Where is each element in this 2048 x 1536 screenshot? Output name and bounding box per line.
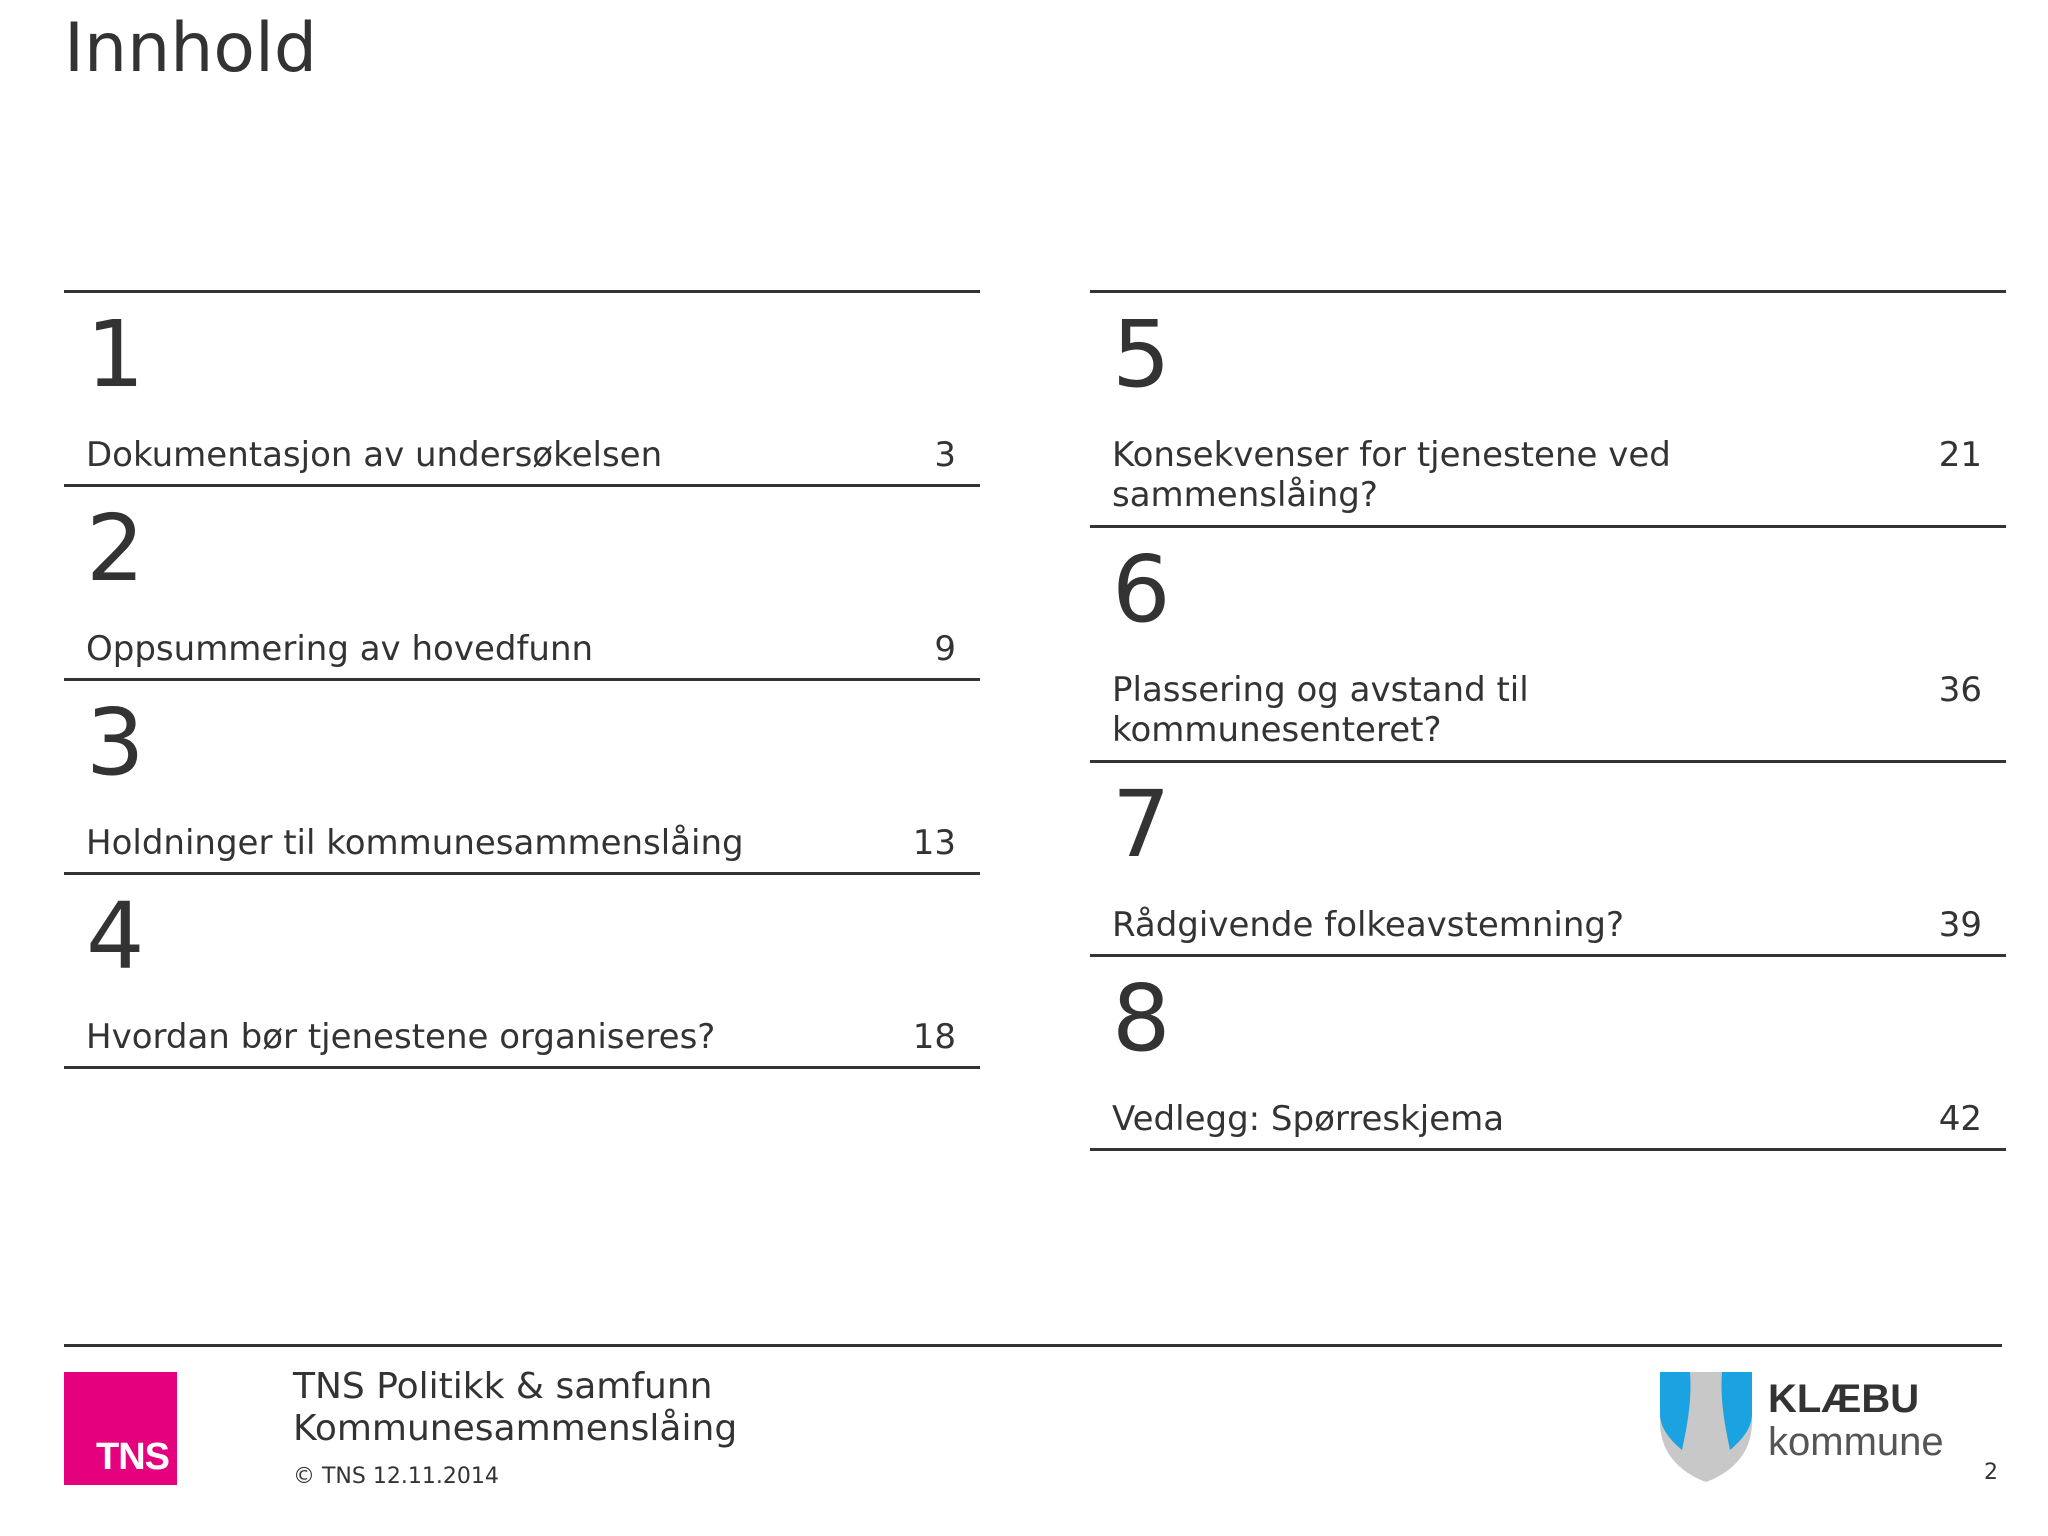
toc-section-title: Hvordan bør tjenestene organiseres? [86,1017,716,1057]
toc-section-title: Konsekvenser for tjenestene ved sammenslåing? [1112,435,1671,515]
toc-section-number: 3 [86,689,145,796]
toc-section-title: Dokumentasjon av undersøkelsen [86,435,663,475]
toc-section-number: 8 [1112,965,1171,1072]
toc-page-number: 3 [934,435,956,475]
toc-entry-1[interactable] [64,290,980,484]
toc-section-title: Vedlegg: Spørreskjema [1112,1099,1505,1139]
page-number: 2 [1984,1460,1998,1485]
toc-column-left [64,290,980,1069]
toc-section-number: 6 [1112,536,1171,643]
toc-entry-3[interactable] [64,678,980,872]
toc-row [1112,670,1982,750]
toc-column-right [1090,290,2006,1151]
toc-row [1112,435,1982,515]
footer-org: TNS Politikk & samfunn [293,1366,713,1407]
toc-row [1112,905,1982,945]
toc-entry-4[interactable] [64,872,980,1069]
footer-info [293,1366,737,1489]
footer-copyright: © TNS 12.11.2014 [293,1464,499,1489]
footer-divider [64,1344,2002,1347]
toc-section-number: 2 [86,495,145,602]
toc-page-number: 36 [1938,670,1982,710]
toc-page-number: 39 [1938,905,1982,945]
klaebu-shield-icon [1656,1370,1756,1484]
toc-row [1112,1099,1982,1139]
tns-logo [64,1372,177,1485]
toc-section-title: Rådgivende folkeavstemning? [1112,905,1625,945]
toc-section-title: Oppsummering av hovedfunn [86,629,594,669]
toc-page-number: 13 [912,823,956,863]
toc-section-number: 7 [1112,771,1171,878]
toc-section-number: 4 [86,883,145,990]
toc-entry-8[interactable] [1090,954,2006,1151]
kommune-subtitle: kommune [1768,1420,1944,1464]
toc-page-number: 42 [1938,1099,1982,1139]
toc-entry-7[interactable] [1090,760,2006,954]
tns-logo-text: TNS [96,1436,169,1478]
toc-section-number: 1 [86,301,145,408]
kommune-name: KLÆBU [1768,1377,1920,1421]
toc-section-number: 5 [1112,301,1171,408]
toc-section-title: Holdninger til kommunesammenslåing [86,823,744,863]
page-title: Innhold [64,9,318,88]
footer-project: Kommunesammenslåing [293,1408,738,1449]
toc-row [86,823,956,863]
toc-section-title: Plassering og avstand til kommunesenteret? [1112,670,1529,750]
toc-page-number: 21 [1938,435,1982,475]
toc-row [86,629,956,669]
toc-page-number: 9 [934,629,956,669]
toc-row [86,435,956,475]
toc-row [86,1017,956,1057]
toc-page-number: 18 [912,1017,956,1057]
toc-entry-6[interactable] [1090,525,2006,760]
toc-entry-2[interactable] [64,484,980,678]
toc-entry-5[interactable] [1090,290,2006,525]
